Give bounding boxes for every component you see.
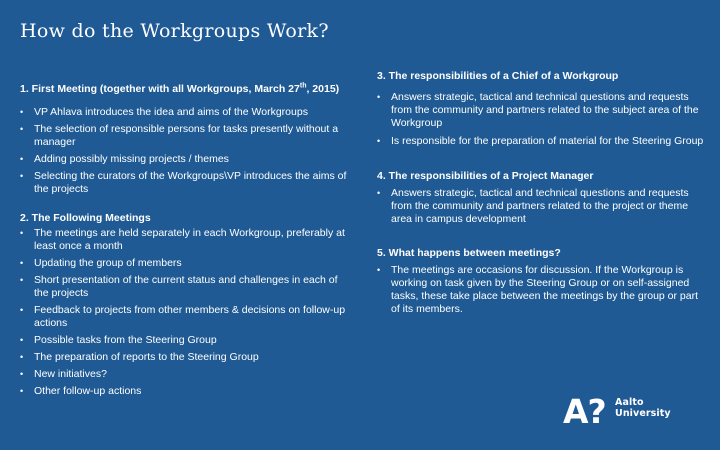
section1-list: [20, 106, 350, 196]
list-item: • The selection of responsible persons for tasks presently without a manager: [20, 123, 350, 149]
aalto-logo-text: Aalto University: [615, 397, 671, 419]
slide-title: How do the Workgroups Work?: [20, 20, 329, 42]
section1-heading-pre: 1. First Meeting (together with all Workgroups, March 27: [20, 83, 300, 95]
left-column: [20, 83, 350, 398]
section4-list: [377, 187, 707, 226]
list-item: • The meetings are occasions for discussion. If the Workgroup is working on task given by the Steering Group or on self-assigned tasks, these take place between the meetings by the group or part of its members.: [377, 264, 707, 316]
section1-heading: [20, 83, 350, 96]
section3-heading: 3. The responsibilities of a Chief of a Workgroup: [377, 70, 619, 82]
list-item: • Adding possibly missing projects / themes: [20, 153, 350, 166]
list-item: • Possible tasks from the Steering Group: [20, 334, 350, 347]
section1-heading-sup: th: [299, 82, 307, 90]
list-item: • Answers strategic, tactical and technical questions and requests from the community and partners related to the project or theme area in campus development: [377, 187, 707, 226]
section3-list: [377, 91, 707, 148]
aalto-logo-mark: A?: [563, 392, 606, 431]
section4-heading: 4. The responsibilities of a Project Manager: [377, 170, 594, 182]
list-item: • The preparation of reports to the Steering Group: [20, 351, 350, 364]
right-column: [377, 70, 707, 316]
list-item: • Other follow-up actions: [20, 385, 350, 398]
section5-heading: 5. What happens between meetings?: [377, 247, 561, 259]
section2-heading: 2. The Following Meetings: [20, 212, 151, 224]
list-item: • Updating the group of members: [20, 257, 350, 270]
list-item: • Selecting the curators of the Workgroups\VP introduces the aims of the projects: [20, 170, 350, 196]
list-item: • Answers strategic, tactical and technical questions and requests from the community and partners related to the subject area of the Workgroup: [377, 91, 707, 130]
section5-list: [377, 264, 707, 316]
list-item: • Is responsible for the preparation of material for the Steering Group: [377, 135, 707, 148]
list-item: • VP Ahlava introduces the idea and aims of the Workgroups: [20, 106, 350, 119]
list-item: • New initiatives?: [20, 368, 350, 381]
section1-heading-post: , 2015): [306, 83, 340, 95]
list-item: • Feedback to projects from other members & decisions on follow-up actions: [20, 304, 350, 330]
aalto-logo: [563, 394, 693, 430]
list-item: • The meetings are held separately in each Workgroup, preferably at least once a month: [20, 227, 350, 253]
section2-list: [20, 227, 350, 398]
list-item: • Short presentation of the current status and challenges in each of the projects: [20, 274, 350, 300]
